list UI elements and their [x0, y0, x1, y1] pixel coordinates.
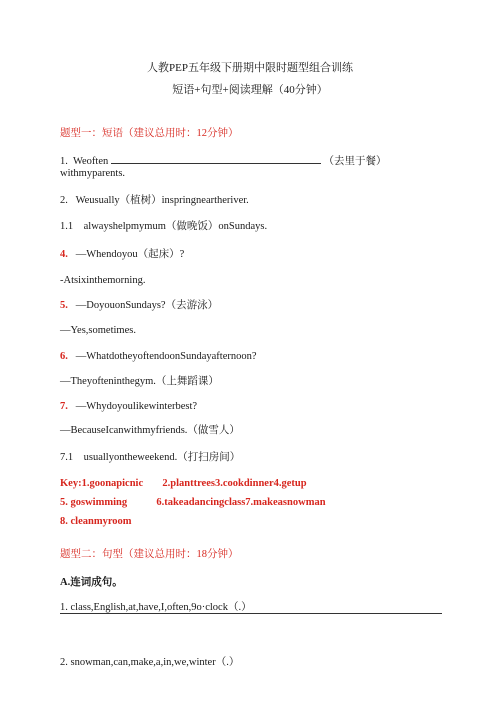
document-subtitle: 短语+句型+阅读理解（40分钟）: [172, 84, 328, 96]
q1-line: [60, 153, 387, 168]
s2-q1-answer-rule: [60, 613, 442, 614]
q2-number: 2.: [60, 195, 68, 206]
section2-heading: 题型二：句型（建议总用时：18分钟）: [60, 549, 239, 560]
q1-continuation: withmyparents.: [60, 168, 126, 179]
q3-line: [60, 220, 267, 233]
q5-answer: —Yes,sometimes.: [60, 325, 136, 336]
q1-blank: [111, 153, 321, 164]
q4-text: —Whendoyou（起床）?: [75, 249, 185, 260]
s2-q1-line: 1. class,English,at,have,I,often,9o·clock（.）: [60, 602, 252, 613]
s2-q2-line: 2. snowman,can,make,a,in,we,winter（.）: [60, 657, 240, 668]
q8-number: 7.1: [60, 452, 74, 463]
q7-text: —Whydoyoulikewinterbest?: [75, 401, 198, 412]
q6-line: [60, 350, 257, 363]
q5-line: [60, 299, 218, 312]
q1-text-a: Weoften: [72, 156, 109, 167]
q2-line: [60, 194, 249, 207]
answer-key-line-3: 8. cleanmyroom: [60, 516, 132, 527]
key-line1-a: Key:1.goonapicnic: [60, 478, 144, 489]
q3-text: alwayshelpmymum（做晚饭）onSundays.: [83, 221, 268, 232]
q4-answer: -Atsixinthemorning.: [60, 275, 146, 286]
q5-number: 5.: [60, 300, 68, 311]
key-line2-b: 6.takeadancingclass7.makeasnowman: [156, 497, 326, 508]
q6-text: —WhatdotheyoftendoonSundayafternoon?: [75, 351, 257, 362]
q7-number: 7.: [60, 401, 68, 412]
document-title: 人教PEP五年级下册期中限时题型组合训练: [147, 62, 353, 74]
section2-subheading: A.连词成句。: [60, 577, 123, 588]
section1-heading: 题型一：短语（建议总用时：12分钟）: [60, 128, 239, 139]
q8-text: usuallyontheweekend.（打扫房间）: [83, 452, 241, 463]
q4-number: 4.: [60, 249, 68, 260]
q6-number: 6.: [60, 351, 68, 362]
q3-number: 1.1: [60, 221, 74, 232]
q8-line: [60, 451, 240, 464]
key-line1-b: 2.planttrees3.cookdinner4.getup: [162, 478, 307, 489]
q1-hint: （去里于餐）: [323, 156, 387, 167]
q1-number: 1.: [60, 156, 68, 167]
q7-answer: —BecauseIcanwithmyfriends.（做雪人）: [60, 425, 240, 436]
q4-line: [60, 248, 184, 261]
answer-key-line-1: [60, 477, 307, 490]
q6-answer: —Theyofteninthegym.（上舞蹈课）: [60, 376, 219, 387]
answer-key-line-2: [60, 496, 326, 509]
q2-text: Weusually（植树）inspringneartheriver.: [75, 195, 249, 206]
q7-line: [60, 400, 197, 413]
key-line2-a: 5. goswimming: [60, 497, 128, 508]
q5-text: —DoyouonSundays?（去游泳）: [75, 300, 219, 311]
